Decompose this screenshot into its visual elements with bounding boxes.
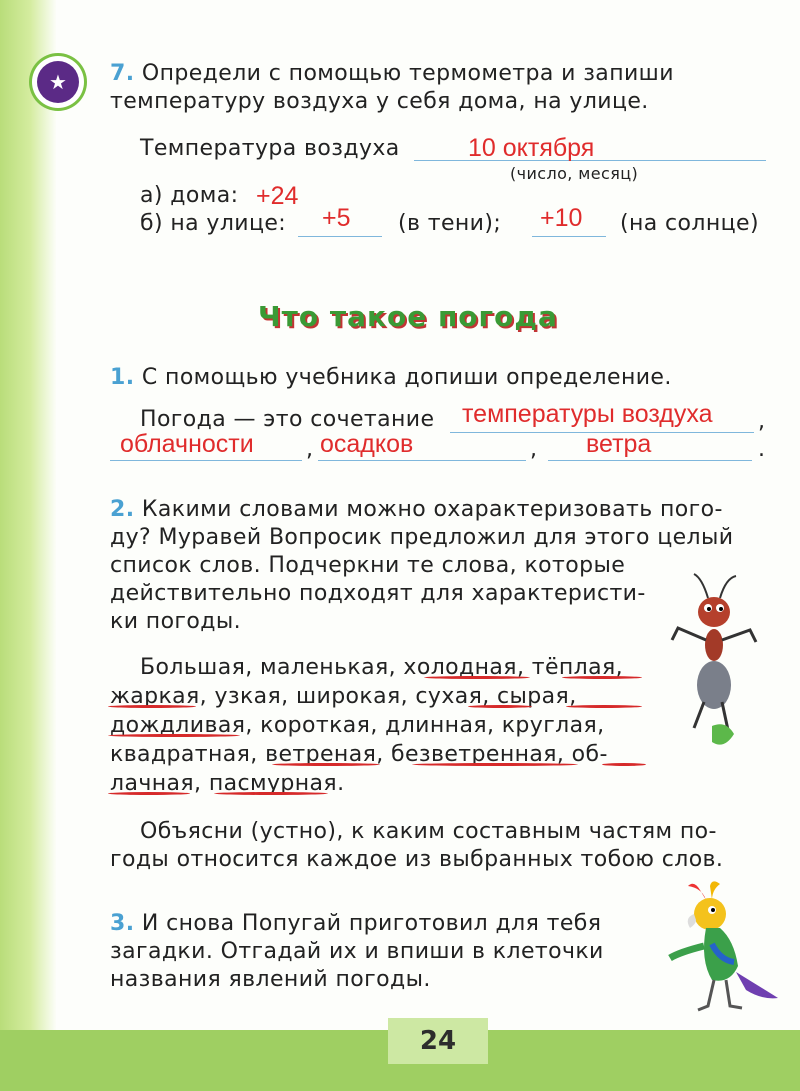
task2-line4: действительно подходят для характеристи- bbox=[110, 581, 646, 606]
definition-start: Погода — это сочетание bbox=[140, 407, 435, 432]
underline-teplaya bbox=[562, 676, 642, 679]
answer2: облачности bbox=[120, 430, 254, 458]
temp-label: Температура воздуха bbox=[140, 136, 400, 161]
answer2-line bbox=[110, 460, 302, 461]
underline-vetrenaya bbox=[272, 763, 380, 766]
shade-answer: +5 bbox=[322, 204, 351, 232]
period: . bbox=[758, 437, 766, 462]
date-answer: 10 октября bbox=[468, 134, 595, 162]
task2-line2: ду? Муравей Вопросик предложил для этого целый bbox=[110, 525, 734, 550]
page-number: 24 bbox=[388, 1018, 488, 1064]
underline-ob bbox=[602, 763, 646, 766]
underline-holodnaya bbox=[424, 676, 530, 679]
explain-line1: Объясни (устно), к каким составным частям по- bbox=[140, 819, 717, 844]
answer3-line bbox=[318, 460, 526, 461]
answer4-line bbox=[548, 460, 752, 461]
comma2: , bbox=[306, 437, 314, 462]
ant-icon bbox=[664, 570, 764, 760]
street-label: б) на улице: bbox=[140, 211, 287, 236]
section-title: Что такое погода bbox=[258, 300, 558, 333]
answer1: температуры воздуха bbox=[462, 400, 713, 428]
task2-line1: 2. Какими словами можно охарактеризовать пого- bbox=[110, 497, 723, 522]
underline-zharkaya bbox=[108, 705, 196, 708]
task2-line3: список слов. Подчеркни те слова, которые bbox=[110, 553, 626, 578]
task1-text: 1. С помощью учебника допиши определение. bbox=[110, 365, 672, 390]
shade-line bbox=[298, 236, 382, 237]
task7-line2: температуру воздуха у себя дома, на улице. bbox=[110, 89, 649, 114]
comma3: , bbox=[530, 437, 538, 462]
explain-line2: годы относится каждое из выбранных тобою слов. bbox=[110, 847, 724, 872]
words-line2: жаркая, узкая, широкая, сухая, сырая, bbox=[110, 684, 577, 709]
home-label: а) дома: bbox=[140, 183, 239, 208]
star-icon: ★ bbox=[32, 56, 84, 108]
words-line1: Большая, маленькая, холодная, тёплая, bbox=[140, 655, 624, 680]
underline-syraya bbox=[566, 705, 642, 708]
answer4: ветра bbox=[586, 430, 652, 458]
task2-line5: ки погоды. bbox=[110, 609, 242, 634]
underline-suhaya bbox=[468, 705, 532, 708]
sun-answer: +10 bbox=[540, 204, 583, 232]
words-line5: лачная, пасмурная. bbox=[110, 771, 345, 796]
underline-bezvetrennaya bbox=[412, 763, 578, 766]
parrot-icon bbox=[650, 880, 782, 1020]
words-line3: дождливая, короткая, длинная, круглая, bbox=[110, 713, 605, 738]
task3-line3: названия явлений погоды. bbox=[110, 967, 431, 992]
underline-dozhdlivaya bbox=[108, 734, 240, 737]
sun-label: (на солнце) bbox=[620, 211, 759, 236]
shade-label: (в тени); bbox=[398, 211, 502, 236]
sun-line bbox=[532, 236, 606, 237]
home-answer: +24 bbox=[256, 182, 299, 210]
words-line4: квадратная, ветреная, безветренная, об- bbox=[110, 742, 608, 767]
task3-line1: 3. И снова Попугай приготовил для тебя bbox=[110, 911, 602, 936]
underline-pasmurnaya bbox=[214, 792, 328, 795]
answer3: осадков bbox=[320, 430, 414, 458]
task3-line2: загадки. Отгадай их и впиши в клеточки bbox=[110, 939, 604, 964]
underline-lachnaya bbox=[108, 792, 190, 795]
task7-line1: 7. Определи с помощью термометра и запиши bbox=[110, 61, 674, 86]
date-hint: (число, месяц) bbox=[510, 164, 639, 183]
comma1: , bbox=[758, 409, 766, 434]
